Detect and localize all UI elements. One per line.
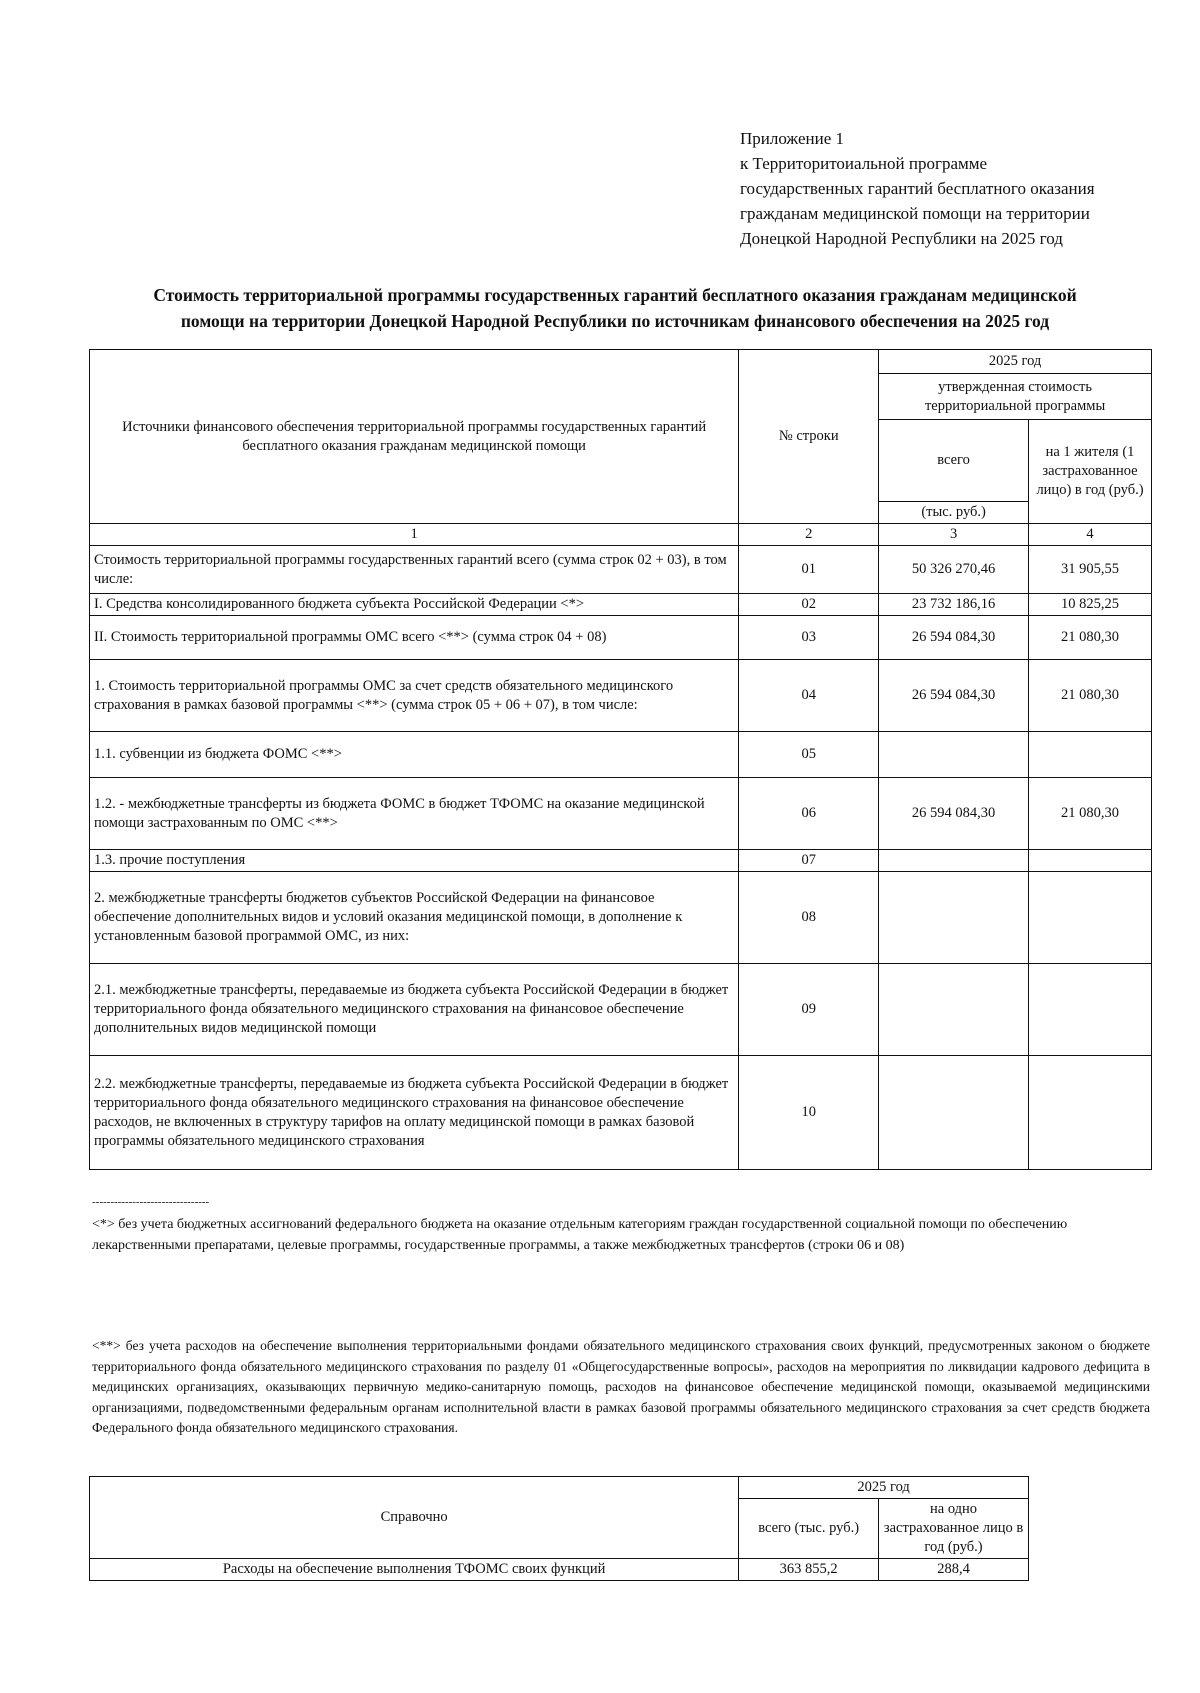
appendix-line: государственных гарантий бесплатного оказания <box>740 179 1095 198</box>
footnote-2: <**> без учета расходов на обеспечение выполнения территориальными фондами обязательного медицинского страхования своих функций, предусмотренных законом о бюджете территориального фонда обязательного медицинского страхования по разделу 01 «Общегосударственные вопросы», расходов на мероприятия по ликвидации кадрового дефицита в медицинских организациях, оказывающих первичную медико-санитарную помощь, расходов на финансовое обеспечение медицинской помощи, оказываемой медицинскими организациями, подведомственными федеральным органам исполнительной власти в рамках базовой программы обязательного медицинского страхования за счет средств бюджета Федерального фонда обязательного медицинского страхования. <box>92 1338 1150 1435</box>
appendix-line: Донецкой Народной Республики на 2025 год <box>740 229 1063 248</box>
ref-data-row <box>90 1559 1029 1581</box>
header-per-capita: на 1 жителя (1 застрахованное лицо) в год (руб.) <box>1029 420 1152 524</box>
row-name: 1. Стоимость территориальной программы ОМС за счет средств обязательного медицинского страхования в рамках базовой программы <**> (сумма строк 05 + 06 + 07), в том числе: <box>90 660 739 732</box>
row-per-capita <box>1029 872 1152 964</box>
row-no: 05 <box>739 732 879 778</box>
appendix-line: Приложение 1 <box>740 129 844 148</box>
header-source: Источники финансового обеспечения территориальной программы государственных гарантий бесплатного оказания гражданам медицинской помощи <box>90 350 739 524</box>
row-per-capita: 31 905,55 <box>1029 546 1152 594</box>
col-number: 3 <box>879 524 1029 546</box>
footnote-1: <*> без учета бюджетных ассигнований федерального бюджета на оказание отдельным категориям граждан государственной социальной помощи по обеспечению лекарственными препаратами, целевые программы, государственные программы, а также межбюджетных трансфертов (строки 06 и 08) <box>92 1217 1068 1253</box>
column-number-row <box>90 524 1152 546</box>
main-table <box>89 349 1152 1170</box>
row-total <box>879 732 1029 778</box>
row-no: 08 <box>739 872 879 964</box>
ref-row-name: Расходы на обеспечение выполнения ТФОМС своих функций <box>90 1559 739 1581</box>
row-no: 10 <box>739 1056 879 1170</box>
reference-table <box>89 1476 1029 1581</box>
table-row <box>90 1056 1152 1170</box>
col-number: 2 <box>739 524 879 546</box>
appendix-note <box>740 126 1160 251</box>
header-row-no: № строки <box>739 350 879 524</box>
table-row <box>90 660 1152 732</box>
row-total: 23 732 186,16 <box>879 594 1029 616</box>
row-per-capita: 10 825,25 <box>1029 594 1152 616</box>
header-total: всего <box>879 420 1029 502</box>
ref-label: Справочно <box>90 1477 739 1559</box>
row-per-capita <box>1029 732 1152 778</box>
row-total <box>879 850 1029 872</box>
table-row <box>90 594 1152 616</box>
row-no: 03 <box>739 616 879 660</box>
header-row-year <box>90 350 1152 374</box>
ref-header-row <box>90 1477 1029 1499</box>
row-name: 1.3. прочие поступления <box>90 850 739 872</box>
title-line-2: помощи на территории Донецкой Народной Республики по источникам финансового обеспечения на 2025 год <box>180 311 1050 331</box>
row-no: 09 <box>739 964 879 1056</box>
row-total: 26 594 084,30 <box>879 616 1029 660</box>
table-row <box>90 964 1152 1056</box>
row-no: 07 <box>739 850 879 872</box>
appendix-line: к Территоритоиальной программе <box>740 154 988 173</box>
title-line-1: Стоимость территориальной программы государственных гарантий бесплатного оказания гражданам медицинской <box>153 285 1077 305</box>
table-row <box>90 616 1152 660</box>
row-name: I. Средства консолидированного бюджета субъекта Российской Федерации <*> <box>90 594 739 616</box>
row-total <box>879 872 1029 964</box>
row-name: 2.2. межбюджетные трансферты, передаваемые из бюджета субъекта Российской Федерации в бюджет территориального фонда обязательного медицинского страхования на финансовое обеспечение расходов, не включенных в структуру тарифов на оплату медицинской помощи в рамках базовой программы обязательного медицинского страхования <box>90 1056 739 1170</box>
header-year: 2025 год <box>879 350 1152 374</box>
row-per-capita <box>1029 1056 1152 1170</box>
ref-col-total: всего (тыс. руб.) <box>739 1499 879 1559</box>
row-total: 26 594 084,30 <box>879 778 1029 850</box>
row-name: II. Стоимость территориальной программы ОМС всего <**> (сумма строк 04 + 08) <box>90 616 739 660</box>
footnote-separator: -------------------------------- <box>92 1196 210 1208</box>
row-per-capita <box>1029 964 1152 1056</box>
row-no: 02 <box>739 594 879 616</box>
row-total <box>879 964 1029 1056</box>
table-row <box>90 850 1152 872</box>
header-total-unit: (тыс. руб.) <box>879 502 1029 524</box>
table-row <box>90 778 1152 850</box>
row-name: 2.1. межбюджетные трансферты, передаваемые из бюджета субъекта Российской Федерации в бюджет территориального фонда обязательного медицинского страхования на финансовое обеспечение дополнительных видов медицинской помощи <box>90 964 739 1056</box>
row-per-capita: 21 080,30 <box>1029 616 1152 660</box>
table-row <box>90 732 1152 778</box>
row-name: 2. межбюджетные трансферты бюджетов субъектов Российской Федерации на финансовое обеспечение дополнительных видов и условий оказания медицинской помощи, в дополнение к установленным базовой программой ОМС, из них: <box>90 872 739 964</box>
row-no: 01 <box>739 546 879 594</box>
ref-row-per: 288,4 <box>879 1559 1029 1581</box>
col-number: 4 <box>1029 524 1152 546</box>
ref-col-per: на одно застрахованное лицо в год (руб.) <box>879 1499 1029 1559</box>
row-per-capita: 21 080,30 <box>1029 660 1152 732</box>
row-total <box>879 1056 1029 1170</box>
table-row <box>90 546 1152 594</box>
ref-row-total: 363 855,2 <box>739 1559 879 1581</box>
appendix-line: гражданам медицинской помощи на территории <box>740 204 1090 223</box>
col-number: 1 <box>90 524 739 546</box>
row-name: 1.1. субвенции из бюджета ФОМС <**> <box>90 732 739 778</box>
row-name: 1.2. - межбюджетные трансферты из бюджета ФОМС в бюджет ТФОМС на оказание медицинской помощи застрахованным по ОМС <**> <box>90 778 739 850</box>
row-per-capita: 21 080,30 <box>1029 778 1152 850</box>
header-approved: утвержденная стоимость территориальной программы <box>879 374 1152 420</box>
row-no: 06 <box>739 778 879 850</box>
document-title <box>90 282 1140 334</box>
row-per-capita <box>1029 850 1152 872</box>
table-row <box>90 872 1152 964</box>
row-total: 50 326 270,46 <box>879 546 1029 594</box>
row-total: 26 594 084,30 <box>879 660 1029 732</box>
row-no: 04 <box>739 660 879 732</box>
row-name: Стоимость территориальной программы государственных гарантий всего (сумма строк 02 + 03), в том числе: <box>90 546 739 594</box>
ref-year: 2025 год <box>739 1477 1029 1499</box>
